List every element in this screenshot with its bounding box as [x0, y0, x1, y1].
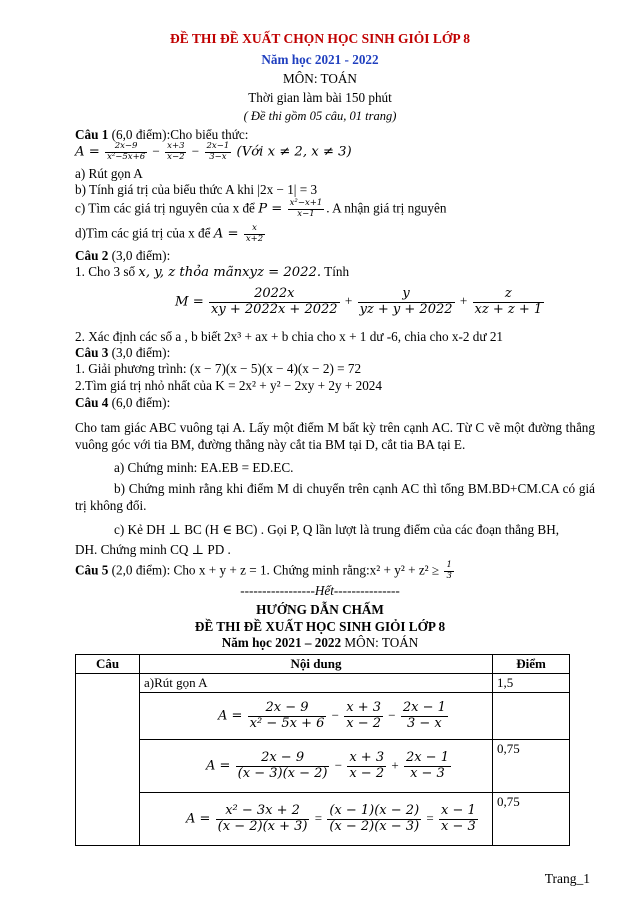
- table-row: [76, 693, 570, 740]
- exam-subject: MÔN: TOÁN: [283, 71, 357, 86]
- table-row: [76, 740, 570, 793]
- header-cau: Câu: [76, 655, 140, 674]
- q4-part-a: a) Chứng minh: EA.EB = ED.EC.: [114, 460, 294, 475]
- q1-expression: A = $\frac{2x-9}{\text{x²−5x+6}}$ − $\frac{x+3}{x-2}$ − $\frac{2x-1}{3-x}$ (Với x ≠ 2, x ≠ 3): [75, 141, 352, 162]
- q1-part-b: b) Tính giá trị của biểu thức A khi |2x − 1| = 3: [75, 182, 318, 197]
- content-cell: a)Rút gọn A: [140, 674, 493, 693]
- q1-part-a: a) Rút gọn A: [75, 166, 143, 181]
- exam-time: Thời gian làm bài 150 phút: [248, 90, 392, 105]
- q4-part-b: b) Chứng minh rằng khi điểm M di chuyển trên cạnh AC thì tổng BM.BD+CM.CA có giá trị không đổi.: [75, 481, 595, 513]
- content-cell: A = $\frac{2x - 9}{(x - 3)(x - 2)}$ − $\frac{x + 3}{x - 2}$ + $\frac{2x - 1}{x - 3}$: [140, 740, 493, 793]
- header-content: Nội dung: [140, 655, 493, 674]
- table-header-row: [76, 655, 570, 674]
- q2-line-2: 2. Xác định các số a , b biết 2x³ + ax + b chia cho x + 1 dư -6, chia cho x-2 dư 21: [75, 329, 504, 344]
- q4-heading: Câu 4 (6,0 điểm):: [75, 395, 171, 410]
- exam-year: Năm học 2021 - 2022: [261, 52, 379, 67]
- content-cell: A = $\frac{2x - 9}{\text{x² − 5x + 6}}$ − $\frac{x + 3}{x - 2}$ − $\frac{2x - 1}{3 - x}$: [140, 693, 493, 740]
- q3-line-1: 1. Giải phương trình: (x − 7)(x − 5)(x − 4)(x − 2) = 72: [75, 361, 362, 376]
- table-row: [76, 793, 570, 846]
- q1-part-c: c) Tìm các giá trị nguyên của x để P = $\frac{\text{x²−x+1}}{x-1}$ . A nhận giá trị nguyên: [75, 198, 447, 219]
- q2-formula-m: M = $\frac{2022x}{xy + 2022x + 2022}$ + $\frac{y}{yz + y + 2022}$ + $\frac{z}{xz + z + 1}$: [175, 286, 543, 317]
- guide-subtitle: ĐỀ THI ĐỀ XUẤT HỌC SINH GIỎI LỚP 8: [194, 619, 446, 634]
- page-footer: Trang_1: [544, 871, 590, 886]
- exam-note: ( Đề thi gồm 05 câu, 01 trang): [243, 109, 397, 123]
- exam-title: ĐỀ THI ĐỀ XUẤT CHỌN HỌC SINH GIỎI LỚP 8: [170, 31, 470, 46]
- end-marker: -----------------Hết---------------: [240, 583, 400, 598]
- q3-heading: Câu 3 (3,0 điểm):: [75, 345, 171, 360]
- q3-line-2: 2.Tìm giá trị nhỏ nhất của K = 2x² + y² − 2xy + 2y + 2024: [75, 378, 382, 393]
- guide-year: Năm học 2021 – 2022 MÔN: TOÁN: [221, 635, 419, 650]
- cau-cell: [76, 674, 140, 846]
- score-cell: [493, 693, 570, 740]
- content-cell: A = $\frac{\text{x² − 3x + 2}}{(x - 2)(x + 3)}$ = $\frac{(x - 1)(x - 2)}{(x - 2)(x - 3)}$ = $\frac{x - 1}{x - 3}$: [140, 793, 493, 846]
- score-cell: 0,75: [493, 740, 570, 793]
- scoring-table: [75, 654, 570, 846]
- table-row: [76, 674, 570, 693]
- q4-part-c-cont: DH. Chứng minh CQ ⊥ PD .: [75, 542, 231, 557]
- q1-part-d: d)Tìm các giá trị của x để A = $\frac{x}{x+2}$: [75, 223, 264, 244]
- header-score: Điểm: [493, 655, 570, 674]
- q2-line-1: 1. Cho 3 số x, y, z thỏa mãnxyz = 2022. Tính: [75, 264, 350, 280]
- guide-title: HƯỚNG DẪN CHẤM: [256, 602, 384, 617]
- q2-heading: Câu 2 (3,0 điểm):: [75, 248, 171, 263]
- q4-part-c: c) Kẻ DH ⊥ BC (H ∈ BC) . Gọi P, Q lần lượt là trung điểm của các đoạn thẳng BH,: [114, 522, 560, 537]
- q4-intro: Cho tam giác ABC vuông tại A. Lấy một điểm M bất kỳ trên cạnh AC. Từ C vẽ một đường thẳng vuông góc với tia BM, đường thẳng này cắt tia BM tại D, cắt tia BA tại E.: [75, 420, 595, 452]
- score-cell: 0,75: [493, 793, 570, 846]
- score-cell: 1,5: [493, 674, 570, 693]
- q1-heading: Câu 1 (6,0 điểm):Cho biểu thức:: [75, 127, 249, 142]
- q5-line: Câu 5 (2,0 điểm): Cho x + y + z = 1. Chứng minh rằng:x² + y² + z² ≥ $\frac{1}{3}$: [75, 560, 452, 581]
